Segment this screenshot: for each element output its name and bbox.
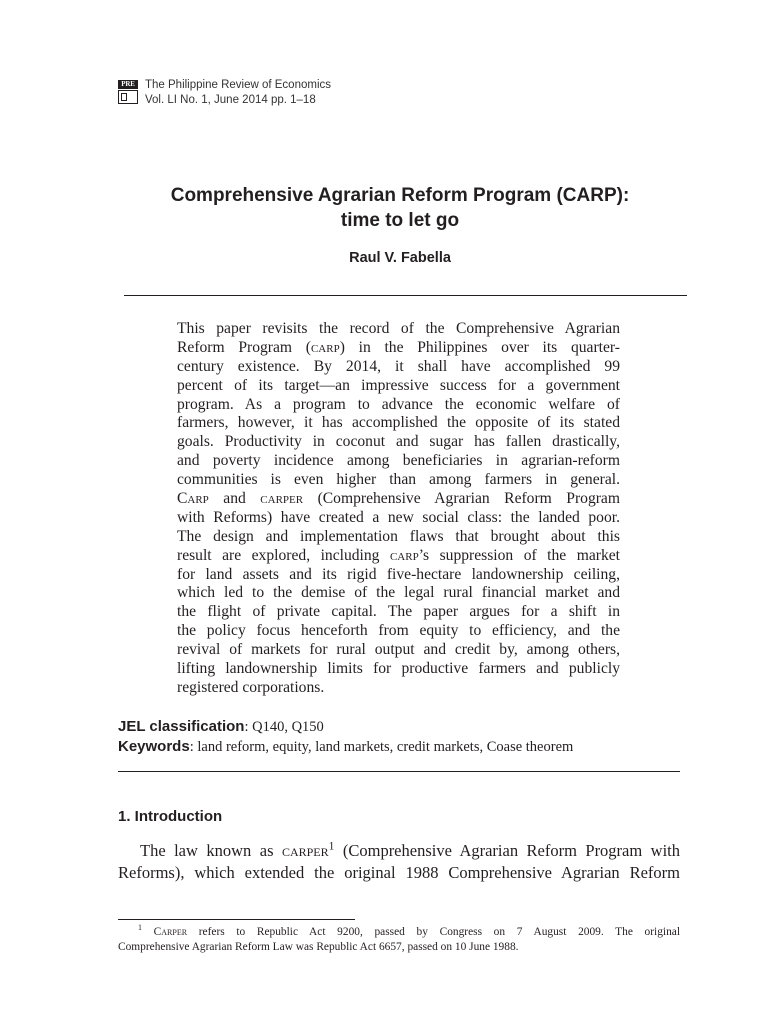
footnote-divider: [118, 919, 355, 920]
footnote: [118, 925, 680, 954]
abstract-line: program. As a program to advance the economic welfare of: [177, 395, 620, 413]
abstract-line: goals. Productivity in coconut and sugar has fallen drastically,: [177, 433, 620, 451]
abstract-line: the policy focus henceforth from equity to efficiency, and the: [177, 622, 620, 640]
abstract-line: Carp and carper (Comprehensive Agrarian Reform Program: [177, 490, 620, 508]
abstract-line: farmers, however, it has accomplished the opposite of its stated: [177, 414, 620, 432]
body-line: Reforms), which extended the original 1988 Comprehensive Agrarian Reform: [118, 863, 680, 882]
paper-title: [0, 183, 768, 233]
footnote-line: Comprehensive Agrarian Reform Law was Republic Act 6657, passed on 10 June 1988.: [118, 940, 519, 953]
abstract-line: Reform Program (carp) in the Philippines over its quarter-: [177, 338, 620, 356]
abstract-divider: [118, 771, 680, 772]
paper-author: Raul V. Fabella: [349, 250, 451, 266]
journal-logo: [118, 80, 138, 104]
paper-title-line1: Comprehensive Agrarian Reform Program (CARP):: [170, 185, 630, 206]
abstract-line: revival of markets for rural output and credit by, among others,: [177, 641, 620, 659]
abstract-line: century existence. By 2014, it shall have accomplished 99: [177, 357, 620, 375]
footnote-ref: 1: [328, 840, 335, 853]
journal-logo-icon: [118, 90, 138, 104]
abstract-line: registered corporations.: [177, 678, 325, 696]
abstract-line: the flight of private capital. The paper argues for a shift in: [177, 603, 620, 621]
abstract-line: The design and implementation flaws that brought about this: [177, 527, 620, 545]
paper-metadata: [118, 717, 573, 757]
keywords: Keywords: land reform, equity, land markets, credit markets, Coase theorem: [118, 738, 574, 755]
abstract-line: This paper revisits the record of the Comprehensive Agrarian: [177, 320, 620, 337]
section-body: [118, 840, 680, 884]
abstract-line: which led to the demise of the legal rural financial market and: [177, 584, 620, 602]
title-divider: [124, 295, 687, 296]
section-heading: 1. Introduction: [118, 808, 223, 825]
journal-name: The Philippine Review of Economics: [145, 79, 332, 91]
abstract-line: communities is even higher than among farmers in general.: [177, 471, 620, 489]
journal-logo-text: PRE: [118, 80, 138, 89]
abstract-line: percent of its target—an impressive success for a government: [177, 376, 620, 394]
journal-citation: [145, 78, 331, 108]
abstract-line: result are explored, including carp’s suppression of the market: [177, 546, 620, 564]
abstract-line: for land assets and its rigid five-hectare landownership ceiling,: [177, 565, 620, 583]
footnote-line: $^1$ Carper refers to Republic Act 9200, passed by Congress on 7 August 2009. The original: [138, 923, 680, 938]
body-line: The law known as carper$^1$ (Comprehensive Agrarian Reform Program with: [140, 840, 680, 860]
abstract: [177, 320, 620, 698]
journal-issue: Vol. LI No. 1, June 2014 pp. 1–18: [145, 94, 316, 106]
jel-classification: JEL classification: Q140, Q150: [118, 718, 324, 735]
abstract-line: with Reforms) have created a new social class: the landed poor.: [177, 508, 620, 526]
paper-title-line2: time to let go: [340, 210, 460, 231]
abstract-line: and poverty incidence among beneficiaries in agrarian-reform: [177, 452, 620, 470]
abstract-line: lifting landownership limits for productive farmers and publicly: [177, 660, 620, 678]
